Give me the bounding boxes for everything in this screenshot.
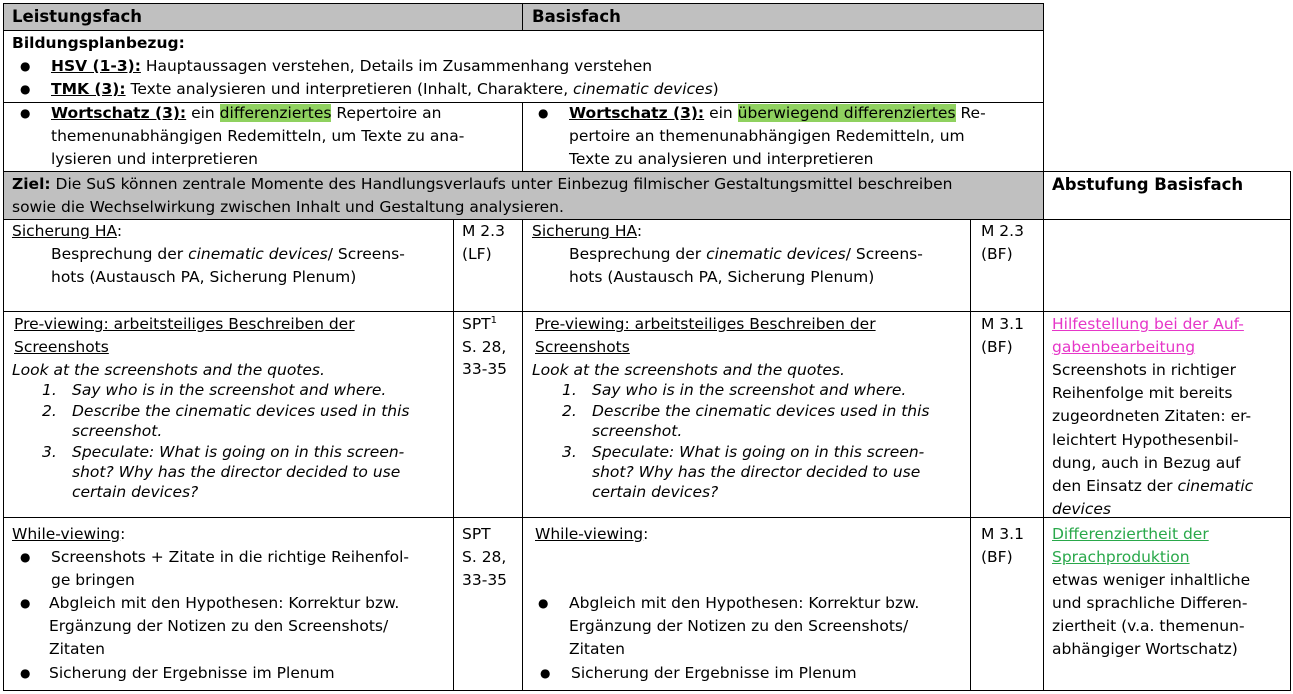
ha-lf-material1: M 2.3 bbox=[462, 222, 505, 240]
bullet-icon: ● bbox=[540, 666, 551, 680]
grid-line bbox=[3, 171, 1291, 172]
pre-lf-title2: Screenshots bbox=[14, 338, 109, 356]
ha-lf-line2: hots (Austausch PA, Sicherung Plenum) bbox=[51, 268, 357, 286]
ha-bf-colon: : bbox=[636, 222, 643, 240]
while-bf-material1: M 3.1 bbox=[981, 525, 1024, 543]
wortschatz-bf-post: Re- bbox=[955, 104, 986, 122]
pre-lf-i1: Say who is in the screenshot and where. bbox=[72, 381, 387, 399]
wortschatz-bf-line3: Texte zu analysieren und interpretieren bbox=[569, 150, 874, 168]
grid-line bbox=[522, 102, 523, 172]
while-lf-b1b: ge bringen bbox=[51, 571, 135, 589]
while-lf-material1: SPT bbox=[462, 525, 491, 543]
ha-bf-l1a: Besprechung der bbox=[569, 245, 707, 263]
wortschatz-lf-pre: ein bbox=[186, 104, 220, 122]
tmk-italic: cinematic devices bbox=[573, 80, 713, 98]
while-bf-material2: (BF) bbox=[981, 548, 1013, 566]
pre-bf-i3c: certain devices? bbox=[592, 483, 719, 501]
bullet-icon: ● bbox=[20, 596, 31, 610]
wortschatz-lf-line1 bbox=[51, 102, 441, 125]
pre-abst-l1: Screenshots in richtiger bbox=[1052, 361, 1236, 379]
bullet-icon: ● bbox=[20, 59, 31, 73]
bullet-icon: ● bbox=[20, 106, 31, 120]
while-lf-material3: 33-35 bbox=[462, 571, 508, 589]
grid-line bbox=[1043, 3, 1044, 691]
ha-bf-l1i: cinematic devices bbox=[706, 245, 846, 263]
pre-bf-i3b: shot? Why has the director decided to use bbox=[592, 463, 921, 481]
grid-line bbox=[3, 3, 4, 691]
pre-bf-n1: 1. bbox=[562, 381, 577, 399]
pre-lf-material2: S. 28, bbox=[462, 338, 507, 356]
while-lf-b2b: Ergänzung der Notizen zu den Screenshots/ bbox=[49, 617, 389, 635]
wortschatz-bf-line1 bbox=[569, 102, 986, 125]
pre-bf-i2b: screenshot. bbox=[592, 422, 683, 440]
grid-line bbox=[3, 30, 1044, 31]
pre-lf-i2a: Describe the cinematic devices used in this bbox=[72, 402, 410, 420]
pre-lf-i3b: shot? Why has the director decided to use bbox=[72, 463, 401, 481]
grid-line bbox=[453, 219, 454, 691]
ha-lf-l1i: cinematic devices bbox=[188, 245, 328, 263]
ha-bf-title: Sicherung HA bbox=[532, 222, 637, 240]
pre-abst-title2: gabenbearbeitung bbox=[1052, 338, 1196, 356]
ha-lf-title: Sicherung HA bbox=[12, 222, 117, 240]
ziel-line2: sowie die Wechselwirkung zwischen Inhalt und Gestaltung analysieren. bbox=[12, 198, 564, 216]
ha-bf-l1b: / Screens- bbox=[845, 245, 923, 263]
wortschatz-bf-pre: ein bbox=[704, 104, 738, 122]
bullet-icon: ● bbox=[20, 666, 31, 680]
pre-abst-l4: leichtert Hypothesenbil- bbox=[1052, 431, 1239, 449]
grid-line bbox=[522, 219, 523, 691]
pre-abst-l6a: den Einsatz der bbox=[1052, 477, 1178, 495]
while-lf-colon: : bbox=[120, 525, 126, 543]
pre-lf-i2b: screenshot. bbox=[72, 422, 163, 440]
grid-line bbox=[970, 219, 971, 691]
while-lf-title-line bbox=[12, 523, 125, 546]
ha-lf-line1 bbox=[51, 243, 405, 266]
ha-lf-material2: (LF) bbox=[462, 245, 492, 263]
grid-line bbox=[522, 3, 523, 31]
footnote-ref[interactable]: 1 bbox=[490, 314, 498, 326]
while-bf-colon: : bbox=[643, 525, 649, 543]
pre-lf-title1: Pre-viewing: arbeitsteiliges Beschreiben der bbox=[14, 315, 355, 333]
bullet-icon: ● bbox=[20, 550, 31, 564]
while-bf-b3: Sicherung der Ergebnisse im Plenum bbox=[571, 664, 857, 682]
pre-lf-spt: SPT bbox=[462, 315, 491, 333]
while-abst-l3: ziertheit (v.a. themenun- bbox=[1052, 617, 1245, 635]
while-abst-l4: abhängiger Wortschatz) bbox=[1052, 640, 1238, 658]
ha-bf-material1: M 2.3 bbox=[981, 222, 1024, 240]
while-lf-b2a: Abgleich mit den Hypothesen: Korrektur bzw. bbox=[49, 594, 400, 612]
wortschatz-bf-line2: pertoire an themenunabhängigen Redemitteln, um bbox=[569, 127, 965, 145]
bullet-icon: ● bbox=[538, 596, 549, 610]
abstufung-header: Abstufung Basisfach bbox=[1052, 175, 1244, 194]
pre-bf-title2: Screenshots bbox=[535, 338, 630, 356]
while-abst-l1: etwas weniger inhaltliche bbox=[1052, 571, 1251, 589]
wortschatz-bf-highlight: überwiegend differenziertes bbox=[737, 104, 956, 122]
hsv-code: HSV (1-3): bbox=[51, 57, 141, 75]
ha-bf-title-line bbox=[532, 220, 642, 243]
pre-bf-i2a: Describe the cinematic devices used in this bbox=[592, 402, 930, 420]
while-lf-b2c: Zitaten bbox=[49, 640, 105, 658]
pre-lf-material3: 33-35 bbox=[462, 360, 508, 378]
pre-bf-n2: 2. bbox=[562, 402, 577, 420]
while-lf-b1a: Screenshots + Zitate in die richtige Reihenfol- bbox=[51, 548, 410, 566]
grid-line bbox=[1290, 171, 1291, 691]
pre-bf-title1: Pre-viewing: arbeitsteiliges Beschreiben der bbox=[535, 315, 876, 333]
pre-abst-l6i: cinematic bbox=[1177, 477, 1254, 495]
while-bf-b2b: Ergänzung der Notizen zu den Screenshots/ bbox=[569, 617, 909, 635]
wortschatz-lf-highlight: differenziertes bbox=[219, 104, 332, 122]
wortschatz-lf-line3: lysieren und interpretieren bbox=[51, 150, 258, 168]
ha-bf-material2: (BF) bbox=[981, 245, 1013, 263]
pre-lf-n1: 1. bbox=[42, 381, 57, 399]
wortschatz-lf-code: Wortschatz (3): bbox=[51, 104, 187, 122]
pre-bf-intro: Look at the screenshots and the quotes. bbox=[532, 361, 845, 379]
while-lf-material2: S. 28, bbox=[462, 548, 507, 566]
wortschatz-lf-line2: themenunabhängigen Redemitteln, um Texte zu ana- bbox=[51, 127, 465, 145]
hsv-line bbox=[51, 55, 652, 78]
while-lf-b3: Sicherung der Ergebnisse im Plenum bbox=[49, 664, 335, 682]
wortschatz-bf-code: Wortschatz (3): bbox=[569, 104, 705, 122]
header-leistungsfach: Leistungsfach bbox=[12, 7, 143, 26]
ha-lf-colon: : bbox=[116, 222, 123, 240]
bildungsplan-title: Bildungsplanbezug: bbox=[12, 34, 185, 52]
wortschatz-lf-post: Repertoire an bbox=[331, 104, 442, 122]
while-lf-title: While-viewing bbox=[12, 525, 121, 543]
tmk-code: TMK (3): bbox=[51, 80, 126, 98]
hsv-text: Hauptaussagen verstehen, Details im Zusammenhang verstehen bbox=[140, 57, 653, 75]
ziel-text1: Die SuS können zentrale Momente des Handlungsverlaufs unter Einbezug filmischer Gestaltungsmittel beschreiben bbox=[50, 175, 953, 193]
pre-lf-material1 bbox=[462, 313, 497, 336]
pre-lf-intro: Look at the screenshots and the quotes. bbox=[12, 361, 325, 379]
tmk-text: Texte analysieren und interpretieren (Inhalt, Charaktere, bbox=[125, 80, 574, 98]
pre-abst-title1: Hilfestellung bei der Auf- bbox=[1052, 315, 1244, 333]
bullet-icon: ● bbox=[538, 106, 549, 120]
pre-bf-i3a: Speculate: What is going on in this screen- bbox=[592, 443, 925, 461]
ha-lf-title-line bbox=[12, 220, 122, 243]
while-abst-l2: und sprachliche Differen- bbox=[1052, 594, 1248, 612]
header-row-bg bbox=[3, 4, 1043, 30]
pre-abst-l7: devices bbox=[1052, 500, 1111, 518]
grid-line bbox=[3, 219, 1291, 220]
ziel-line1 bbox=[12, 173, 952, 196]
while-bf-b2a: Abgleich mit den Hypothesen: Korrektur bzw. bbox=[569, 594, 920, 612]
ziel-label: Ziel: bbox=[12, 175, 51, 193]
pre-bf-material2: (BF) bbox=[981, 338, 1013, 356]
pre-lf-i3c: certain devices? bbox=[72, 483, 199, 501]
while-bf-title: While-viewing bbox=[535, 525, 644, 543]
pre-bf-i1: Say who is in the screenshot and where. bbox=[592, 381, 907, 399]
pre-abst-l2: Reihenfolge mit bereits bbox=[1052, 384, 1233, 402]
pre-lf-n3: 3. bbox=[42, 443, 57, 461]
ha-bf-line1 bbox=[569, 243, 923, 266]
ha-bf-line2: hots (Austausch PA, Sicherung Plenum) bbox=[569, 268, 875, 286]
pre-abst-l6 bbox=[1052, 475, 1253, 498]
while-abst-title1: Differenziertheit der bbox=[1052, 525, 1209, 543]
pre-abst-l3: zugeordneten Zitaten: er- bbox=[1052, 407, 1252, 425]
grid-line bbox=[3, 3, 1044, 4]
pre-lf-n2: 2. bbox=[42, 402, 57, 420]
tmk-line bbox=[51, 78, 719, 101]
pre-bf-material1: M 3.1 bbox=[981, 315, 1024, 333]
pre-lf-i3a: Speculate: What is going on in this screen- bbox=[72, 443, 405, 461]
pre-bf-n3: 3. bbox=[562, 443, 577, 461]
tmk-close: ) bbox=[712, 80, 719, 98]
while-bf-b2c: Zitaten bbox=[569, 640, 625, 658]
grid-line bbox=[3, 690, 1291, 691]
while-abst-title2: Sprachproduktion bbox=[1052, 548, 1190, 566]
while-bf-title-line bbox=[535, 523, 648, 546]
bullet-icon: ● bbox=[20, 82, 31, 96]
ha-lf-l1b: / Screens- bbox=[327, 245, 405, 263]
pre-abst-l5: dung, auch in Bezug auf bbox=[1052, 454, 1241, 472]
header-basisfach: Basisfach bbox=[532, 7, 621, 26]
grid-line bbox=[3, 311, 1291, 312]
ha-lf-l1a: Besprechung der bbox=[51, 245, 189, 263]
